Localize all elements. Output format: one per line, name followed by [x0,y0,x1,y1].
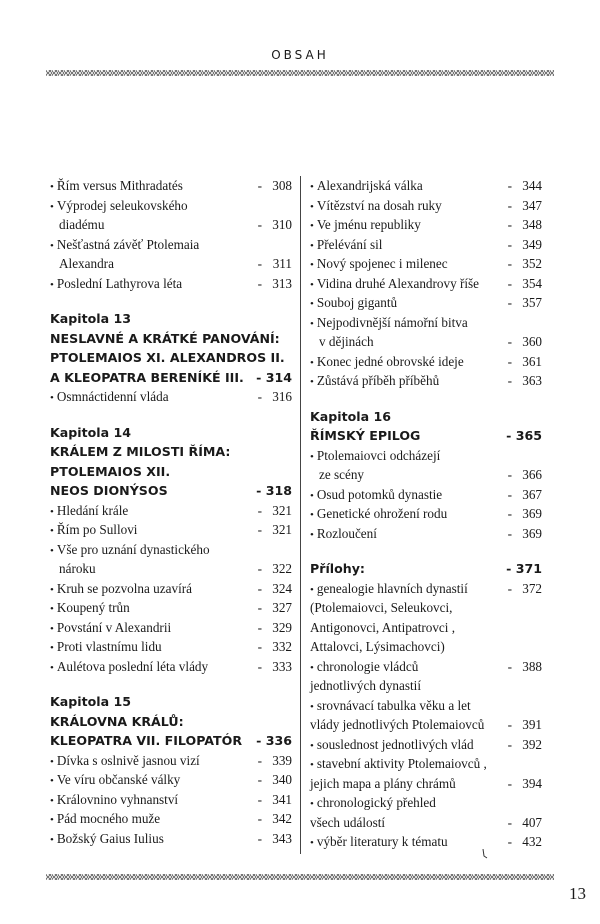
toc-page-number: 369 [522,525,542,541]
toc-entry [50,196,292,216]
bullet-icon: • [310,181,314,193]
toc-entry-text: Rozloučení [316,525,377,541]
bullet-icon: • [50,392,54,404]
toc-entry [50,579,292,599]
toc-entry [50,657,292,677]
toc-entry [310,446,542,466]
page-dash: - [257,658,262,674]
toc-entry-text: Genetické ohrožení rodu [316,506,448,521]
toc-entry-text: jejich mapa a plány chrámů [310,775,456,791]
toc-entry-text: Antigonovci, Antipatrovci , [310,619,456,635]
bullet-icon: • [310,239,314,252]
toc-entry-text: Proti vlastnímu lidu [56,639,162,654]
toc-entry-text: Nešťastná závěť Ptolemaia [56,236,200,252]
toc-entry-text: Ve víru občanské války [56,772,181,787]
toc-entry [310,485,542,505]
toc-page-number: 361 [522,353,542,369]
toc-entry [310,524,542,544]
bullet-icon: • [50,583,54,596]
chapter-heading [50,462,292,482]
chapter-heading [50,348,292,368]
toc-entry [50,254,292,274]
toc-entry-text: Osud potomků dynastie [316,486,443,502]
bullet-icon: • [50,794,54,807]
page-dash: - [257,772,262,787]
chapter-heading [50,423,292,443]
toc-entry [310,176,542,196]
toc-page-number: 349 [522,236,542,252]
toc-entry-text: (Ptolemaiovci, Seleukovci, [310,600,453,615]
toc-page-number: 321 [272,502,292,518]
page-dash: - [257,178,262,193]
page-dash: - [507,486,512,502]
toc-entry-text: stavební aktivity Ptolemaiovců , [316,756,487,771]
toc-page-number: 327 [272,600,292,615]
toc-entry [310,293,542,313]
toc-page-number: 348 [522,217,542,232]
chapter-page-number: - 314 [256,369,292,385]
section-gap [310,543,542,559]
bullet-icon: • [50,603,54,615]
bullet-icon: • [50,239,54,252]
toc-page-number: 367 [522,486,542,502]
page-dash: - [257,502,262,518]
toc-entry [310,735,542,755]
chapter-heading-text: A KLEOPATRA BERENÍKÉ III. [50,369,244,385]
toc-entry [50,637,292,657]
toc-entry [50,274,292,294]
chapter-heading-text: KRÁLOVNA KRÁLŮ: [50,713,184,729]
bullet-icon: • [50,200,54,213]
toc-entry-text: Zůstává příběh příběhů [316,373,440,388]
chapter-heading-text: Kapitola 14 [50,424,131,440]
page-dash: - [257,389,262,404]
chapter-heading-text: Kapitola 16 [310,408,391,424]
toc-entry [50,829,292,849]
toc-entry-text: Přelévání sil [316,236,383,252]
toc-entry [50,387,292,407]
bullet-icon: • [310,200,314,213]
toc-entry-text: Výprodej seleukovského [56,197,188,213]
page-dash: - [507,525,512,541]
toc-entry [50,215,292,235]
toc-page-number: 432 [522,834,542,849]
toc-page-number: 332 [272,639,292,654]
bullet-icon: • [310,278,314,291]
page-dash: - [507,236,512,252]
toc-entry [50,809,292,829]
chapter-heading [310,426,542,446]
toc-entry [50,618,292,638]
page-dash: - [257,639,262,654]
page-dash: - [507,295,512,310]
bullet-icon: • [310,739,314,752]
toc-entry [310,215,542,235]
bullet-icon: • [310,259,314,271]
chapter-heading-text: Kapitola 13 [50,311,131,326]
bullet-icon: • [310,661,314,674]
chapter-page-number: - 365 [506,428,542,443]
toc-entry-text: Poslední Lathyrova léta [56,275,183,291]
toc-page-number: 363 [522,373,542,388]
toc-page-number: 407 [522,814,542,830]
toc-page-number: 333 [272,658,292,674]
toc-page-number: 343 [272,830,292,846]
chapter-heading [50,329,292,349]
chapter-heading-text: PTOLEMAIOS XI. ALEXANDROS II. [50,350,285,365]
toc-entry [310,465,542,485]
toc-entry [310,352,542,372]
toc-entry-text: chronologický přehled [316,795,436,810]
bullet-icon: • [50,755,54,768]
toc-entry-text: srovnávací tabulka věku a let [316,697,471,713]
toc-entry [310,196,542,216]
page-dash: - [257,619,262,635]
page-dash: - [507,256,512,271]
toc-page-number: 388 [522,658,542,674]
bullet-icon: • [310,837,314,849]
bullet-icon: • [310,298,314,310]
toc-page-number: 310 [272,217,292,232]
page-dash: - [257,791,262,807]
toc-entry [310,618,542,638]
toc-entry-text: Řím versus Mithradatés [56,178,183,193]
page-dash: - [257,217,262,232]
bullet-icon: • [50,833,54,846]
toc-page-number: 372 [522,580,542,596]
chapter-heading [50,731,292,751]
page-dash: - [507,736,512,752]
toc-page-number: 316 [272,389,292,404]
page-dash: - [507,814,512,830]
toc-page-number: 311 [272,256,292,271]
page-dash: - [507,178,512,193]
chapter-heading-text: KRÁLEM Z MILOSTI ŘÍMA: [50,444,231,459]
toc-entry-text: Ve jménu republiky [316,217,421,232]
toc-entry [310,235,542,255]
toc-entry-text: Povstání v Alexandrii [56,619,172,635]
chapter-heading [50,368,292,388]
bullet-icon: • [310,759,314,771]
toc-entry-text: souslednost jednotlivých vlád [316,736,474,752]
page-dash: - [507,658,512,674]
bullet-icon: • [310,317,314,330]
page-dash: - [507,775,512,791]
bullet-icon: • [310,489,314,502]
toc-entry-text: Pád mocného muže [56,811,161,826]
toc-entry [310,774,542,794]
toc-entry [310,832,542,852]
chapter-heading [310,407,542,427]
toc-page-number: 342 [272,811,292,826]
toc-page-number: 308 [272,178,292,193]
chapter-heading-text: PTOLEMAIOS XII. [50,463,171,479]
column-divider [300,176,301,854]
toc-entry [310,696,542,716]
bullet-icon: • [50,661,54,674]
toc-entry [310,754,542,774]
page-dash: - [507,217,512,232]
toc-entry [50,501,292,521]
toc-entry-text: všech událostí [310,814,386,830]
toc-entry-text: Souboj gigantů [316,295,398,310]
toc-entry-text: Koupený trůn [56,600,130,615]
chapter-heading [50,442,292,462]
toc-entry-text: nároku [59,561,96,576]
pen-mark [482,849,488,859]
toc-entry [310,579,542,599]
toc-entry-text: Attalovci, Lýsimachovci) [310,639,445,654]
top-wavy-rule [46,70,554,76]
toc-entry [310,504,542,524]
chapter-heading-text: Přílohy: [310,561,365,576]
toc-entry-text: Nejpodivnější námořní bitva [316,314,468,330]
chapter-page-number: - 318 [256,483,292,498]
page-dash: - [257,561,262,576]
toc-entry [50,176,292,196]
page-dash: - [257,580,262,596]
toc-entry-text: ze scény [319,467,365,482]
toc-entry-text: Královnino vyhnanství [56,791,179,807]
page-dash: - [507,506,512,521]
toc-page-number: 391 [522,717,542,732]
section-gap [50,676,292,692]
bullet-icon: • [310,356,314,369]
toc-entry [50,790,292,810]
toc-entry-text: genealogie hlavních dynastií [316,580,468,596]
page-dash: - [507,353,512,369]
chapter-heading-text: Kapitola 15 [50,694,131,709]
toc-entry-text: Aulétova poslední léta vlády [56,658,209,674]
toc-entry [50,559,292,579]
page-dash: - [507,717,512,732]
toc-entry-text: Nový spojenec i milenec [316,256,448,271]
toc-entry [50,770,292,790]
toc-page-number: 341 [272,791,292,807]
toc-page-number: 339 [272,752,292,768]
chapter-heading [310,559,542,579]
chapter-heading [50,712,292,732]
page-dash: - [257,522,262,537]
chapter-heading-text: NESLAVNÉ A KRÁTKÉ PANOVÁNÍ: [50,330,280,346]
toc-entry [310,657,542,677]
toc-entry-text: vlády jednotlivých Ptolemaiovců [310,717,485,732]
toc-entry-text: Osmnáctidenní vláda [56,389,169,404]
chapter-page-number: - 371 [506,561,542,576]
bullet-icon: • [310,528,314,541]
page-dash: - [257,830,262,846]
toc-page-number: 392 [522,736,542,752]
toc-entry-text: Hledání krále [56,502,129,518]
bullet-icon: • [310,798,314,810]
toc-entry [310,254,542,274]
toc-entry [50,598,292,618]
toc-entry [50,540,292,560]
chapter-page-number: - 336 [256,733,292,748]
toc-page-number: 340 [272,772,292,787]
page-dash: - [257,811,262,826]
toc-right-column [310,176,542,852]
page-dash: - [257,275,262,291]
bullet-icon: • [50,642,54,654]
toc-page-number: 347 [522,197,542,213]
bullet-icon: • [310,220,314,232]
bottom-wavy-rule [46,874,554,880]
bullet-icon: • [50,181,54,193]
bullet-icon: • [310,700,314,713]
page-dash: - [507,467,512,482]
toc-left-column [50,176,292,848]
section-gap [50,407,292,423]
toc-page-number: 354 [522,275,542,291]
toc-page-number: 366 [522,467,542,482]
bullet-icon: • [50,544,54,557]
toc-page-number: 324 [272,580,292,596]
toc-entry [310,274,542,294]
bullet-icon: • [310,583,314,596]
toc-entry-text: Vítězství na dosah ruky [316,197,442,213]
page-dash: - [507,580,512,596]
toc-entry [310,715,542,735]
toc-entry-text: diadému [59,217,105,232]
bullet-icon: • [50,622,54,635]
section-gap [310,391,542,407]
toc-entry [310,332,542,352]
chapter-heading-text: KLEOPATRA VII. FILOPATÓR [50,733,243,748]
toc-page-number: 322 [272,561,292,576]
toc-page-number: 394 [522,775,542,791]
toc-entry [310,598,542,618]
toc-page-number: 360 [522,334,542,349]
page-dash: - [507,334,512,349]
bullet-icon: • [50,775,54,787]
bullet-icon: • [310,509,314,521]
page-dash: - [257,752,262,768]
toc-entry-text: chronologie vládců [316,658,419,674]
toc-page-number: 369 [522,506,542,521]
toc-entry-text: Alexandra [59,256,114,271]
chapter-heading-text: NEOS DIONÝSOS [50,483,168,498]
toc-entry [50,751,292,771]
bullet-icon: • [50,814,54,826]
toc-page-number: 352 [522,256,542,271]
toc-entry-text: jednotlivých dynastií [310,678,421,693]
toc-page-number: 357 [522,295,542,310]
bullet-icon: • [50,505,54,518]
page-dash: - [507,373,512,388]
toc-entry [50,520,292,540]
bullet-icon: • [310,450,314,463]
bullet-icon: • [310,376,314,388]
toc-entry-text: výběr literatury k tématu [316,834,448,849]
toc-entry-text: Kruh se pozvolna uzavírá [56,580,192,596]
toc-entry [310,813,542,833]
toc-page-number: 344 [522,178,542,193]
page-dash: - [257,600,262,615]
toc-entry-text: v dějinách [319,334,374,349]
toc-entry-text: Řím po Sullovi [56,522,138,537]
toc-entry-text: Dívka s oslnivě jasnou vizí [56,752,200,768]
chapter-heading [50,309,292,329]
chapter-heading-text: ŘÍMSKÝ EPILOG [310,428,421,443]
page-dash: - [507,275,512,291]
chapter-heading [50,692,292,712]
toc-entry-text: Ptolemaiovci odcházejí [316,447,441,463]
page-header-title: OBSAH [271,48,329,62]
toc-entry [310,313,542,333]
page-dash: - [257,256,262,271]
toc-entry [310,637,542,657]
toc-entry-text: Konec jedné obrovské ideje [316,353,464,369]
chapter-heading [50,481,292,501]
toc-page-number: 321 [272,522,292,537]
toc-entry [50,235,292,255]
toc-entry-text: Božský Gaius Iulius [56,830,164,846]
toc-entry-text: Vše pro uznání dynastického [56,541,210,557]
bullet-icon: • [50,278,54,291]
toc-entry [310,371,542,391]
page-dash: - [507,197,512,213]
toc-page-number: 329 [272,619,292,635]
toc-entry [310,676,542,696]
bullet-icon: • [50,525,54,537]
toc-entry [310,793,542,813]
toc-page-number: 313 [272,275,292,291]
toc-entry-text: Vidina druhé Alexandrovy říše [316,275,480,291]
page-number: 13 [569,884,586,903]
page-dash: - [507,834,512,849]
section-gap [50,293,292,309]
toc-entry-text: Alexandrijská válka [316,178,423,193]
